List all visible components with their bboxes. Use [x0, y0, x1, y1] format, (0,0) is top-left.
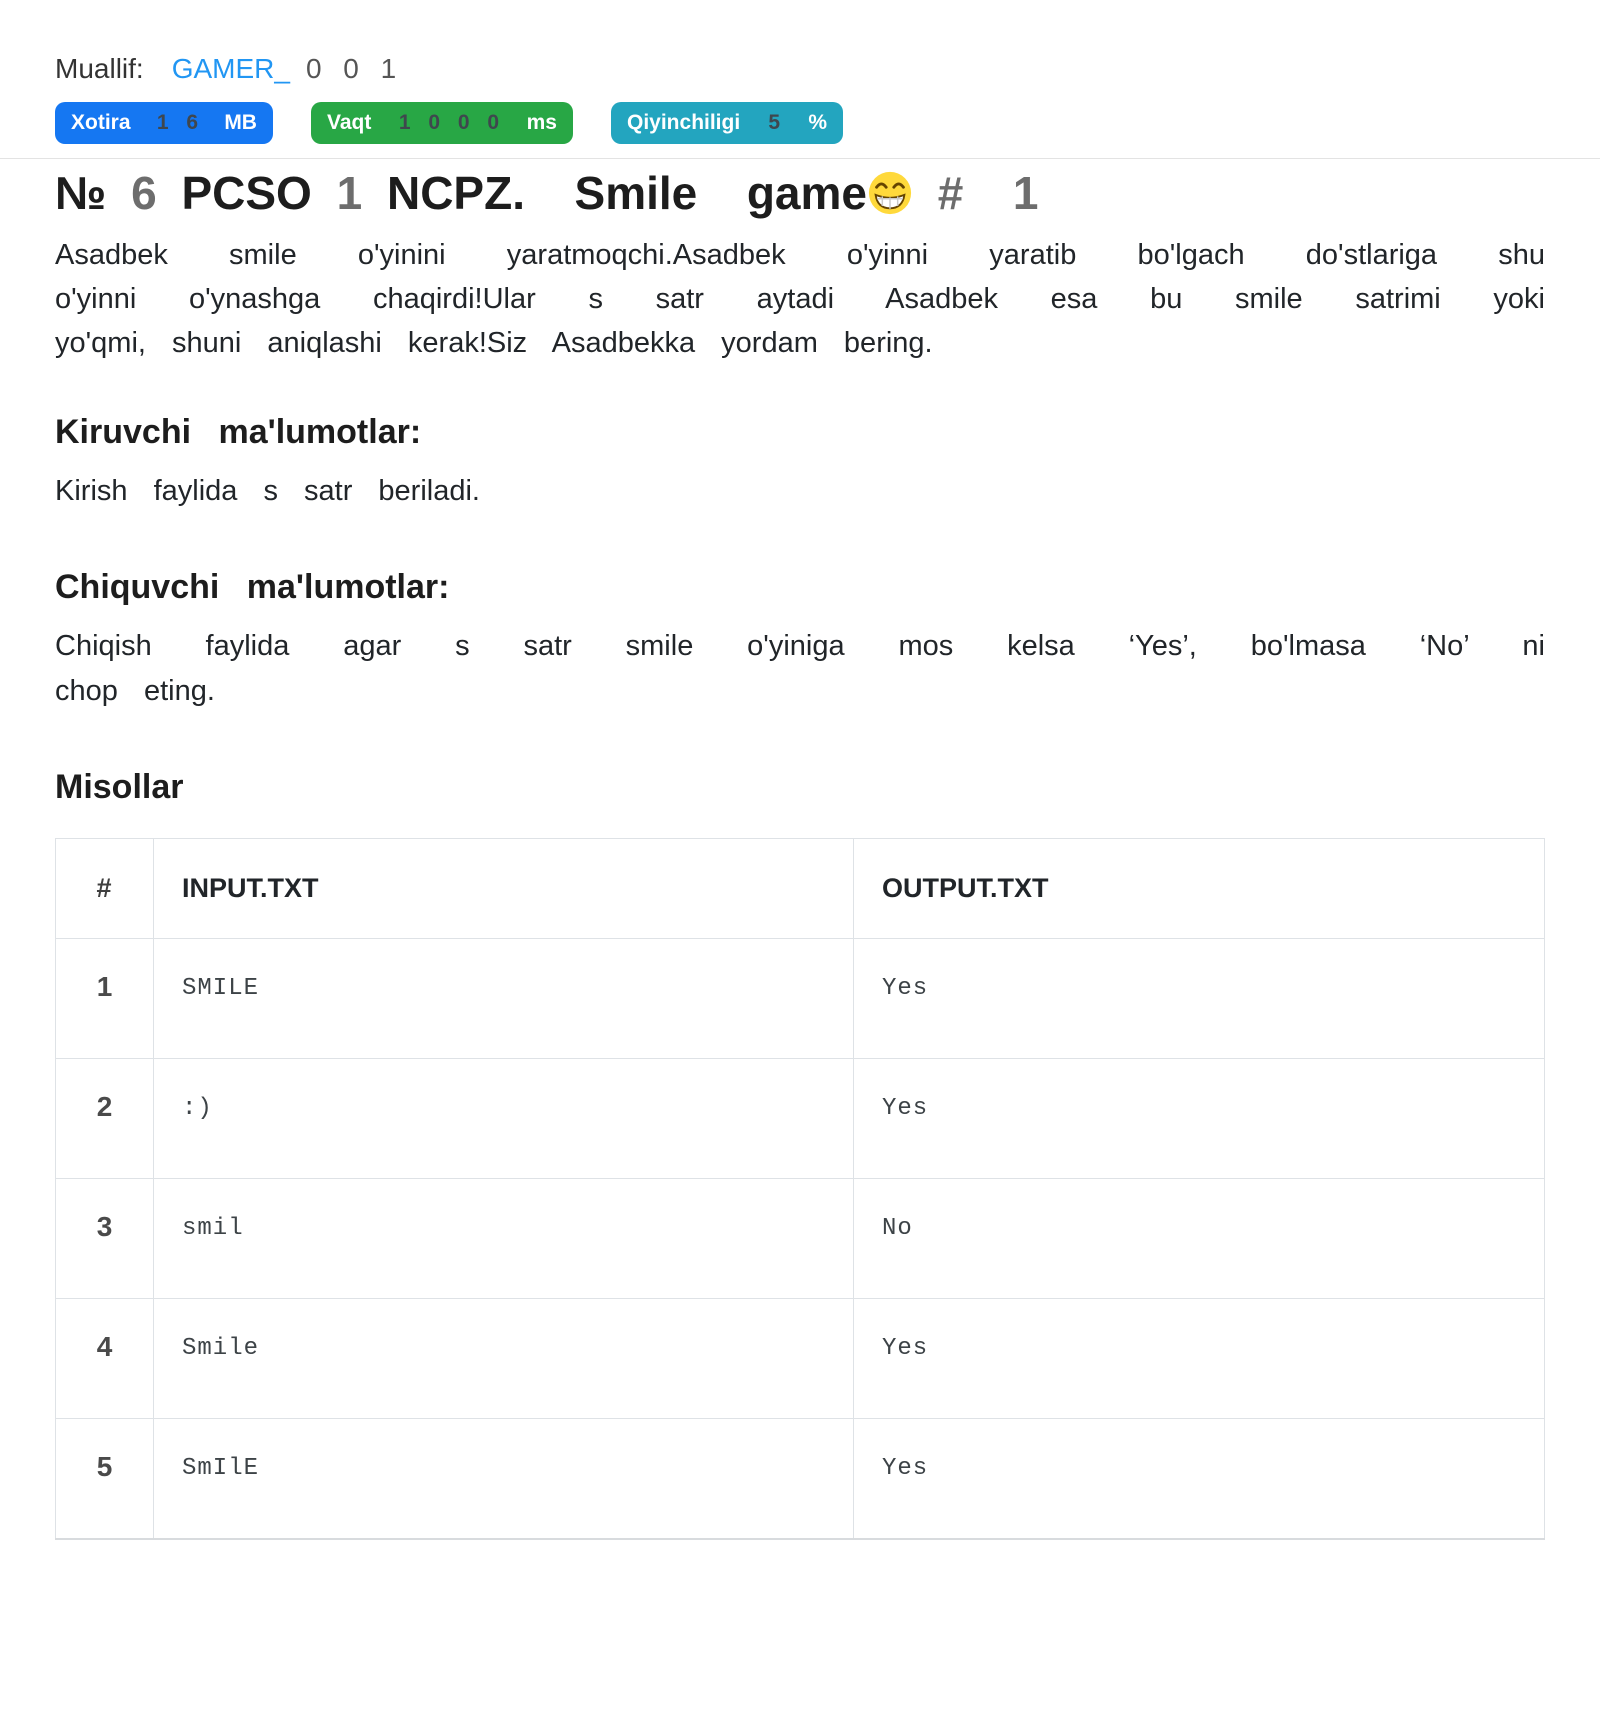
title-code-part1: PCSO — [156, 167, 337, 219]
header-divider — [0, 158, 1600, 159]
author-link[interactable]: GAMER_ — [171, 53, 290, 84]
time-badge — [311, 102, 573, 144]
memory-badge-unit: MB — [224, 111, 257, 134]
time-badge-value: 1 0 0 0 — [398, 111, 500, 134]
column-header-output: OUTPUT.TXT — [854, 839, 1545, 939]
table-row — [56, 1419, 1545, 1539]
memory-badge — [55, 102, 273, 144]
title-mid-number: 1 — [336, 167, 363, 219]
example-number: 4 — [56, 1299, 154, 1419]
example-output: Yes — [854, 1299, 1545, 1419]
title-problem-number: 6 — [131, 167, 157, 219]
examples-table — [55, 838, 1545, 1540]
difficulty-badge-label: Qiyinchiligi — [627, 111, 741, 134]
description-line-3: yo'qmi, shuni aniqlashi kerak!Siz Asadbekka yordam bering. — [55, 327, 933, 359]
example-number: 1 — [56, 939, 154, 1059]
example-input: SMILE — [154, 939, 854, 1059]
example-number: 5 — [56, 1419, 154, 1539]
example-input: Smile — [154, 1299, 854, 1419]
table-row — [56, 1059, 1545, 1179]
author-line — [55, 52, 1545, 86]
memory-badge-value: 1 6 — [156, 111, 199, 134]
example-output: Yes — [854, 1059, 1545, 1179]
output-section-line-1: Chiqish faylida agar s satr smile o'yiniga mos kelsa ‘Yes’, bo'lmasa ‘No’ ni — [55, 630, 1545, 662]
time-badge-unit: ms — [526, 111, 557, 134]
problem-description — [55, 233, 1545, 365]
example-number: 3 — [56, 1179, 154, 1299]
example-output: Yes — [854, 939, 1545, 1059]
example-input: SmIlE — [154, 1419, 854, 1539]
memory-badge-label: Xotira — [71, 111, 131, 134]
badges-row — [55, 102, 1545, 144]
title-code-part2: NCPZ. Smile game — [362, 167, 867, 219]
input-section-heading: Kiruvchi ma'lumotlar: — [55, 413, 422, 451]
grin-emoji-icon — [867, 170, 913, 216]
table-row — [56, 939, 1545, 1059]
example-input: :) — [154, 1059, 854, 1179]
description-line-2: o'yinni o'ynashga chaqirdi!Ular s satr aytadi Asadbek esa bu smile satrimi yoki — [55, 283, 1545, 315]
title-hash: # — [912, 167, 1013, 219]
output-section-text — [55, 624, 1545, 714]
table-row — [56, 1179, 1545, 1299]
output-section-line-2: chop eting. — [55, 675, 215, 707]
difficulty-badge-value: 5 — [768, 111, 781, 134]
page-title — [55, 165, 1545, 221]
title-hash-number: 1 — [1012, 167, 1039, 219]
title-numero-sign: № — [55, 167, 132, 219]
author-suffix: 0 0 1 — [305, 53, 397, 84]
time-badge-label: Vaqt — [327, 111, 372, 134]
author-label: Muallif: — [55, 53, 144, 84]
example-output: No — [854, 1179, 1545, 1299]
example-input: smil — [154, 1179, 854, 1299]
difficulty-badge-unit: % — [808, 111, 827, 134]
examples-heading: Misollar — [55, 768, 184, 806]
table-header-row — [56, 839, 1545, 939]
table-row — [56, 1299, 1545, 1419]
column-header-input: INPUT.TXT — [154, 839, 854, 939]
example-number: 2 — [56, 1059, 154, 1179]
example-output: Yes — [854, 1419, 1545, 1539]
output-section-heading: Chiquvchi ma'lumotlar: — [55, 568, 450, 606]
input-section-text: Kirish faylida s satr beriladi. — [55, 475, 480, 507]
difficulty-badge — [611, 102, 843, 144]
description-line-1: Asadbek smile o'yinini yaratmoqchi.Asadbek o'yinni yaratib bo'lgach do'stlariga shu — [55, 239, 1545, 271]
column-header-num: # — [56, 839, 154, 939]
